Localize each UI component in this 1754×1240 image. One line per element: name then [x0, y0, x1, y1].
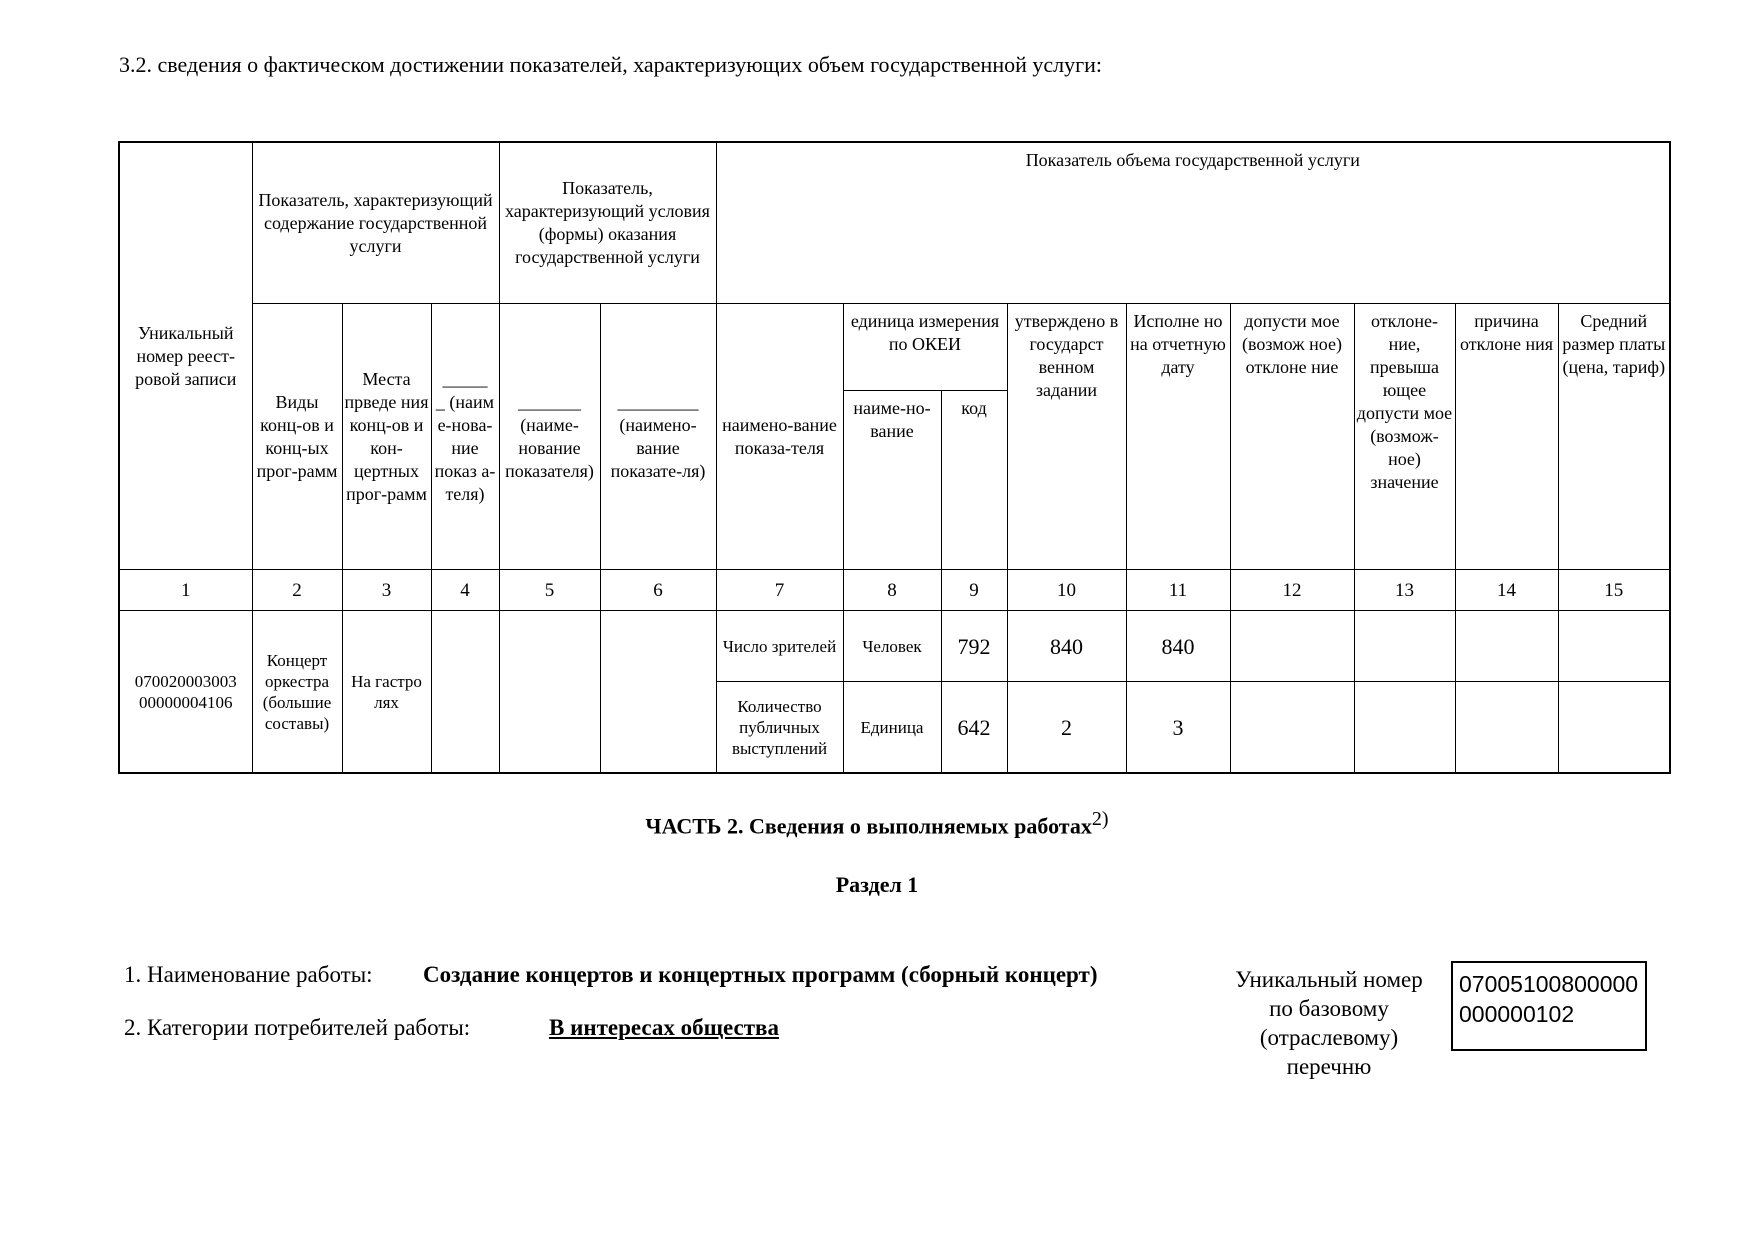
col4-blank-line: _____ [442, 368, 488, 389]
header-col7: наимено-вание показа-теля [716, 304, 843, 570]
header-col6 [600, 304, 716, 570]
header-col5 [499, 304, 600, 570]
razdel-title: Раздел 1 [835, 872, 919, 897]
record-col13-empty [1354, 682, 1455, 774]
record-unit: Единица [843, 682, 941, 774]
col4-label: _ (наим е-нова-ние показ а-теля) [434, 391, 496, 504]
column-number: 14 [1455, 570, 1558, 611]
column-number: 8 [843, 570, 941, 611]
record-col12-empty [1230, 611, 1354, 682]
column-number: 7 [716, 570, 843, 611]
record-indicator: Число зрителей [716, 611, 843, 682]
header-col14: причина отклоне ния [1455, 304, 1558, 570]
record-col15-empty [1558, 682, 1670, 774]
record-place: На гастро лях [342, 611, 431, 774]
header-col10: утверждено в государст венном задании [1007, 304, 1126, 570]
header-col11: Исполне но на отчетную дату [1126, 304, 1230, 570]
consumers-value: В интересах общества [549, 1015, 779, 1040]
volume-indicators-table [118, 141, 1671, 774]
record-approved: 2 [1007, 682, 1126, 774]
record-code: 642 [941, 682, 1007, 774]
header-unique-number: Уникальный номер реест-ровой записи [119, 142, 252, 570]
column-number: 1 [119, 570, 252, 611]
col5-label: (наиме-нование показателя) [505, 414, 594, 481]
consumers-line [124, 1015, 779, 1041]
column-number: 2 [252, 570, 342, 611]
record-actual: 840 [1126, 611, 1230, 682]
record-col12-empty [1230, 682, 1354, 774]
header-content-group: Показатель, характеризующий содержание государственной услуги [252, 142, 499, 304]
record-col4-empty [431, 611, 499, 774]
record-col5-empty [499, 611, 600, 774]
record-col15-empty [1558, 611, 1670, 682]
unique-basic-label: Уникальный номер по базовому (отраслевому) перечню [1235, 967, 1423, 1079]
column-number: 12 [1230, 570, 1354, 611]
header-col15: Средний размер платы (цена, тариф) [1558, 304, 1670, 570]
record-approved: 840 [1007, 611, 1126, 682]
col5-blank-line: _______ [518, 391, 581, 412]
header-col3: Места пpведе ния конц-ов и кон-цертных прог-рамм [342, 304, 431, 570]
record-indicator: Количество публичных выступлений [716, 682, 843, 774]
header-col12: допусти мое (возмож ное) отклоне ние [1230, 304, 1354, 570]
record-code: 792 [941, 611, 1007, 682]
unique-basic-number: 07005100800000000000102 [1451, 961, 1647, 1051]
column-number: 3 [342, 570, 431, 611]
col6-label: (наимено-вание показате-ля) [610, 414, 706, 481]
part2-footnote: 2) [1091, 808, 1109, 830]
record-col14-empty [1455, 682, 1558, 774]
column-number: 11 [1126, 570, 1230, 611]
part2-title-text: ЧАСТЬ 2. Сведения о выполняемых работах [645, 813, 1092, 839]
column-number: 15 [1558, 570, 1670, 611]
consumers-label: 2. Категории потребителей работы: [124, 1015, 471, 1040]
work-name-label: 1. Наименование работы: [124, 962, 373, 987]
header-col9: код [941, 391, 1007, 570]
column-number: 9 [941, 570, 1007, 611]
record-col14-empty [1455, 611, 1558, 682]
section-heading: 3.2. сведения о фактическом достижении показателей, характеризующих объем государственной услуги: [119, 52, 1103, 77]
header-unit-group: единица измерения по ОКЕИ [843, 304, 1007, 391]
record-unique-number: 070020003003 00000004106 [119, 611, 252, 774]
record-unit: Человек [843, 611, 941, 682]
work-name-value: Создание концертов и концертных программ (сборный концерт) [423, 962, 1098, 987]
column-number: 13 [1354, 570, 1455, 611]
header-col2: Виды конц-ов и конц-ых прог-рамм [252, 304, 342, 570]
column-number: 10 [1007, 570, 1126, 611]
part2-title [0, 808, 1754, 839]
work-name-line [124, 962, 1098, 988]
record-actual: 3 [1126, 682, 1230, 774]
column-number: 6 [600, 570, 716, 611]
header-col4 [431, 304, 499, 570]
column-number: 5 [499, 570, 600, 611]
column-number: 4 [431, 570, 499, 611]
header-volume-group: Показатель объема государственной услуги [716, 142, 1670, 304]
header-col8: наиме-но-вание [843, 391, 941, 570]
col6-blank-line: _________ [617, 391, 699, 412]
header-conditions-group: Показатель, характеризующий условия (формы) оказания государственной услуги [499, 142, 716, 304]
header-col13: отклоне-ние, превыша ющее допусти мое (возмож-ное) значение [1354, 304, 1455, 570]
record-col6-empty [600, 611, 716, 774]
record-col13-empty [1354, 611, 1455, 682]
record-content: Концерт оркестра (большие составы) [252, 611, 342, 774]
